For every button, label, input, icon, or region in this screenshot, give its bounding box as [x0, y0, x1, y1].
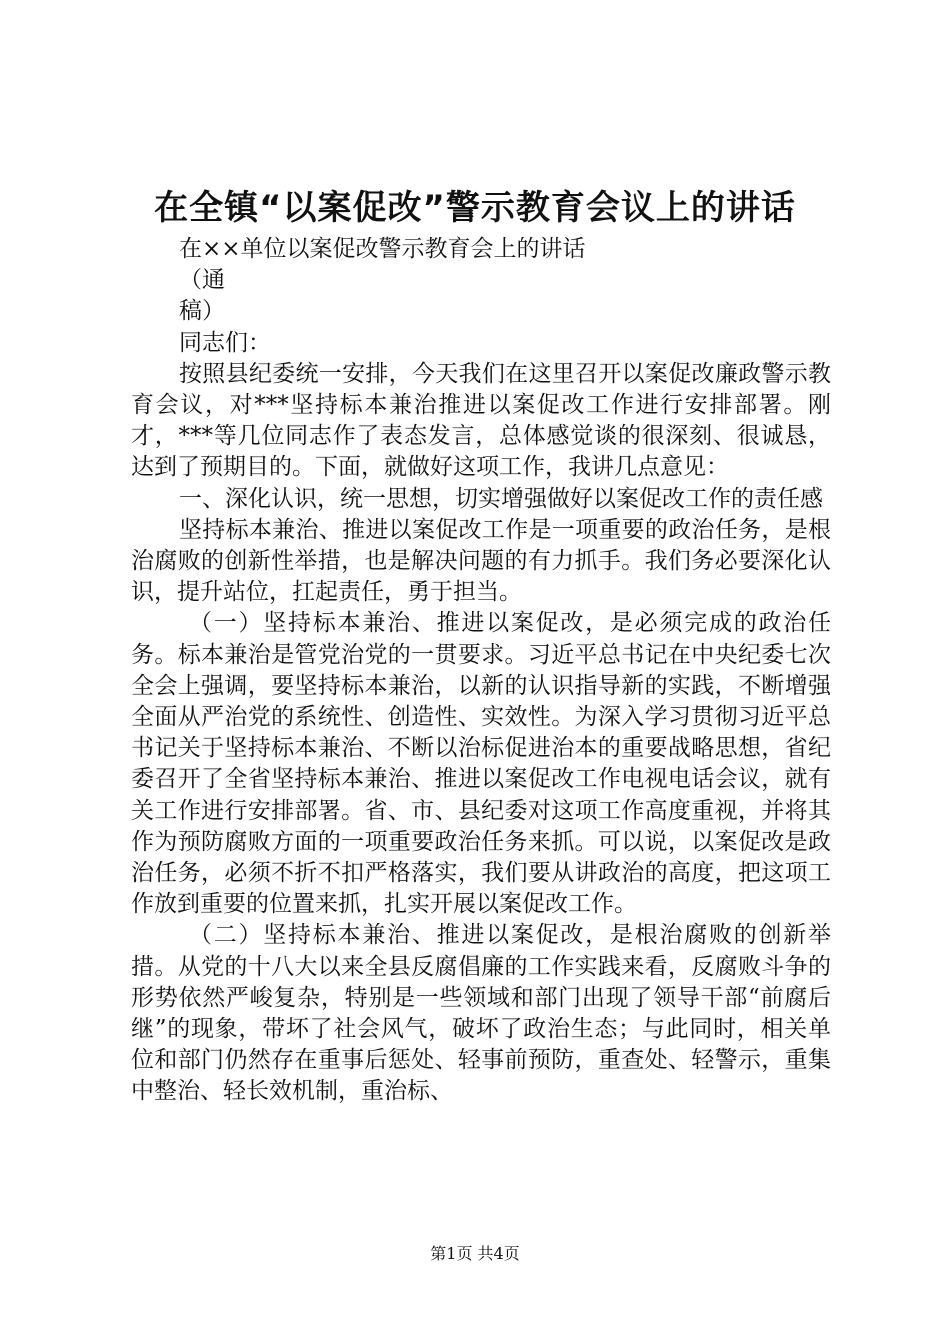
- subtitle-note-line-2: 稿）: [179, 298, 225, 325]
- document-body: [131, 234, 831, 1108]
- salutation: 同志们：: [179, 329, 271, 356]
- paragraph: （一）坚持标本兼治、推进以案促改，是必须完成的政治任务。标本兼治是管党治党的一贯要求。习近平总书记在中央纪委七次全会上强调，要坚持标本兼治，以新的认识指导新的实践，不断增强全面从严治党的系统性、创造性、实效性。为深入学习贯彻习近平总书记关于坚持标本兼治、不断以治标促进治本的重要战略思想，省纪委召开了全省坚持标本兼治、推进以案促改工作电视电话会议，就有关工作进行安排部署。省、市、县纪委对这项工作高度重视，并将其作为预防腐败方面的一项重要政治任务来抓。可以说，以案促改是政治任务，必须不折不扣严格落实，我们要从讲政治的高度，把这项工作放到重要的位置来抓，扎实开展以案促改工作。: [131, 610, 831, 918]
- section-heading: 一、深化认识，统一思想，切实增强做好以案促改工作的责任感: [179, 485, 823, 512]
- subtitle-note-line-1: （通: [179, 267, 225, 294]
- paragraph: 按照县纪委统一安排，今天我们在这里召开以案促改廉政警示教育会议，对***坚持标本兼治推进以案促改工作进行安排部署。刚才，***等几位同志作了表态发言，总体感觉谈的很深刻、很诚恳，达到了预期目的。下面，就做好这项工作，我讲几点意见：: [131, 360, 831, 481]
- document-title: 在全镇“以案促改”警示教育会议上的讲话: [154, 188, 796, 228]
- paragraph: 坚持标本兼治、推进以案促改工作是一项重要的政治任务，是根治腐败的创新性举措，也是解决问题的有力抓手。我们务必要深化认识，提升站位，扛起责任，勇于担当。: [131, 516, 831, 606]
- page-footer: 第1页 共4页: [430, 1244, 520, 1263]
- document-subtitle: 在××单位以案促改警示教育会上的讲话: [179, 236, 586, 262]
- paragraph: （二）坚持标本兼治、推进以案促改，是根治腐败的创新举措。从党的十八大以来全县反腐倡廉的工作实践来看，反腐败斗争的形势依然严峻复杂，特别是一些领域和部门出现了领导干部“前腐后继”的现象，带坏了社会风气，破坏了政治生态；与此同时，相关单位和部门仍然存在重事后惩处、轻事前预防，重查处、轻警示，重集中整治、轻长效机制，重治标、: [131, 922, 831, 1105]
